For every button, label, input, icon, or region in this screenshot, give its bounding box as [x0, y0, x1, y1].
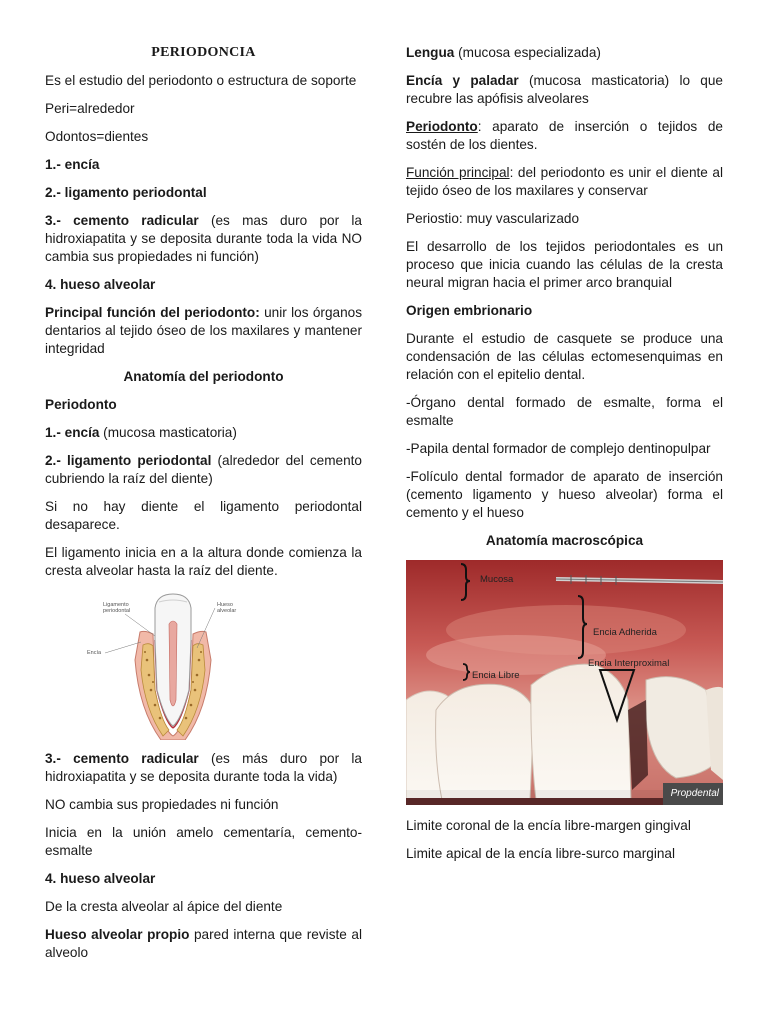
anatomy-item-ligamento: 2.- ligamento periodontal (alrededor del cemento cubriendo la raíz del diente) — [45, 453, 362, 486]
gum-photo — [406, 560, 723, 805]
label-hueso-alveolar: Hueso alveolar — [217, 602, 237, 614]
durante-paragraph: Durante el estudio de casquete se produce una condensación de las células ectomesenquimas en relación con el epitelio dental. — [406, 331, 723, 382]
encia-paladar-paragraph: Encía y paladar (mucosa masticatoria) lo que recubre las apófisis alveolares — [406, 73, 723, 106]
cemento-radicular-paragraph: 3.- cemento radicular (es más duro por la hidroxiapatita y se deposita durante toda la vida) — [45, 751, 362, 784]
label-encia-adherida: Encia Adherida — [593, 627, 657, 638]
hueso-propio-paragraph: Hueso alveolar propio pared interna que reviste al alveolo — [45, 927, 362, 960]
item-ligamento: 2.- ligamento periodontal — [45, 185, 207, 200]
brand-watermark: Propdental — [663, 783, 723, 805]
principal-funcion: Principal función del periodonto: unir los órganos dentarios al tejido óseo de los maxilares y mantener integridad — [45, 305, 362, 356]
papila-paragraph: -Papila dental formador de complejo dentinopulpar — [406, 441, 711, 456]
left-column — [45, 44, 362, 972]
intro-paragraph: Es el estudio del periodonto o estructura de soporte — [45, 73, 357, 88]
tooth-diagram — [85, 590, 295, 740]
foliculo-paragraph: -Folículo dental formador de aparato de inserción (cemento ligamento y hueso alveolar) forma el cemento y el hueso — [406, 469, 723, 520]
hueso-alveolar-heading: 4. hueso alveolar — [45, 871, 156, 886]
ligamento-inicia-paragraph: El ligamento inicia en a la altura donde comienza la cresta alveolar hasta la raíz del diente. — [45, 545, 362, 578]
item-cemento: 3.- cemento radicular (es mas duro por la hidroxiapatita y se deposita durante toda la vida NO cambia sus propiedades ni función) — [45, 213, 362, 264]
periodonto-paragraph: Periodonto: aparato de inserción o tejidos de sostén de los dientes. — [406, 119, 723, 152]
odontos-definition: Odontos=dientes — [45, 129, 149, 144]
label-ligamento: Ligamento periodontal — [103, 602, 131, 614]
desarrollo-paragraph: El desarrollo de los tejidos periodontales es un proceso que inicia cuando las células de la cresta neural migran hacia el primer arco branquial — [406, 239, 723, 290]
item-encia: 1.- encía — [45, 157, 100, 172]
label-encia: Encía — [87, 650, 102, 656]
macro-heading: Anatomía macroscópica — [485, 533, 644, 548]
limite-apical-paragraph: Limite apical de la encía libre-surco marginal — [406, 846, 675, 861]
inicia-union-paragraph: Inicia en la unión amelo cementaría, cemento-esmalte — [45, 825, 362, 858]
label-mucosa: Mucosa — [480, 574, 514, 585]
organo-paragraph: -Órgano dental formado de esmalte, forma el esmalte — [406, 395, 723, 428]
gum-illustration — [406, 560, 723, 805]
cresta-paragraph: De la cresta alveolar al ápice del diente — [45, 899, 283, 914]
lengua-paragraph: Lengua (mucosa especializada) — [406, 45, 601, 60]
periostio-paragraph: Periostio: muy vascularizado — [406, 211, 580, 226]
no-cambia-paragraph: NO cambia sus propiedades ni función — [45, 797, 279, 812]
periodonto-heading: Periodonto — [45, 397, 117, 412]
origen-heading: Origen embrionario — [406, 303, 533, 318]
funcion-paragraph: Función principal: del periodonto es unir el diente al tejido óseo de los maxilares y conservar — [406, 165, 724, 198]
peri-definition: Peri=alrededor — [45, 101, 135, 116]
item-hueso: 4. hueso alveolar — [45, 277, 156, 292]
limite-coronal-paragraph: Limite coronal de la encía libre-margen gingival — [406, 818, 691, 833]
label-encia-libre: Encia Libre — [472, 670, 520, 681]
no-diente-paragraph: Si no hay diente el ligamento periodontal desaparece. — [45, 499, 362, 532]
label-encia-interproximal: Encia Interproximal — [588, 658, 670, 669]
anatomy-heading: Anatomía del periodonto — [123, 369, 284, 384]
right-column — [406, 44, 723, 873]
page-title: PERIODONCIA — [151, 45, 256, 60]
anatomy-item-encia: 1.- encía (mucosa masticatoria) — [45, 425, 237, 440]
